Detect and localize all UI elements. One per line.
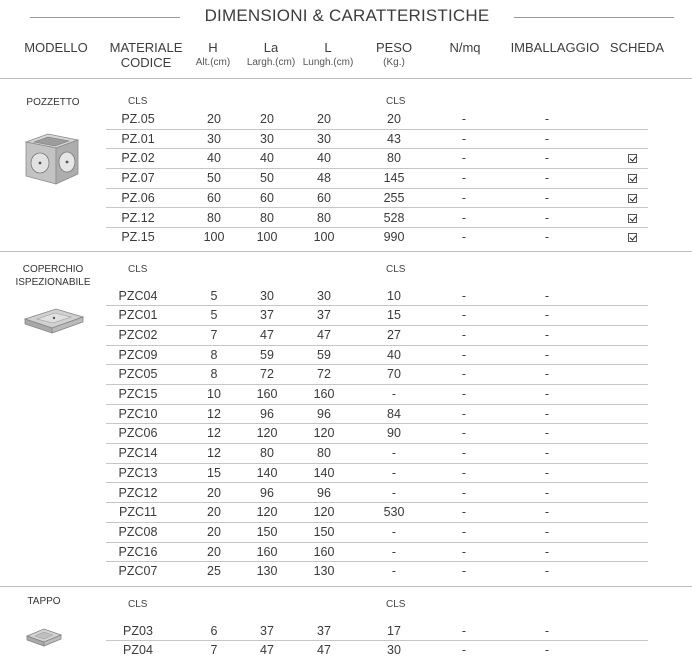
header-la: [244, 40, 298, 70]
scheda-cell[interactable]: [624, 151, 640, 165]
header-materiale: MATERIALE: [109, 40, 183, 55]
imballaggio-cell: -: [544, 485, 550, 500]
l-cell: 48: [317, 171, 331, 186]
peso-cell: 30: [387, 643, 401, 658]
h-cell: 12: [207, 426, 221, 441]
l-cell: 37: [317, 623, 331, 638]
peso-cell: -: [391, 564, 397, 579]
l-cell: 59: [317, 347, 331, 362]
peso-cell: 70: [387, 367, 401, 382]
header-nmq: N/mq: [449, 40, 481, 55]
h-cell: 8: [210, 367, 218, 382]
scheda-cell[interactable]: [624, 191, 640, 205]
h-cell: 20: [207, 485, 221, 500]
table-row: [106, 562, 648, 582]
table-row: [106, 326, 648, 346]
l-cell: 160: [313, 387, 335, 401]
coperchio-lid-icon: [24, 305, 84, 340]
l-cell: 47: [317, 643, 331, 658]
section-label-coperchio-line1: COPERCHIO: [22, 264, 84, 275]
code-cell: PZ.05: [121, 112, 155, 126]
peso-cell: 27: [387, 327, 401, 342]
code-cell: PZ03: [123, 623, 153, 638]
title-line-right: [514, 17, 674, 18]
nmq-cell: -: [461, 426, 467, 441]
l-cell: 37: [317, 308, 331, 323]
peso-cell: 528: [383, 210, 405, 225]
nmq-cell: -: [461, 308, 467, 323]
imballaggio-cell: -: [544, 210, 550, 225]
imballaggio-cell: -: [544, 151, 550, 166]
table-row: [106, 385, 648, 405]
scheda-cell[interactable]: [624, 211, 640, 225]
header-peso-unit: (Kg.): [383, 57, 405, 68]
imballaggio-cell: -: [544, 112, 550, 126]
imballaggio-cell: -: [544, 131, 550, 146]
table-row: [106, 346, 648, 366]
title-bar: [0, 6, 692, 30]
l-cell: 130: [313, 564, 335, 579]
peso-cell: -: [391, 465, 397, 480]
section-label-coperchio-line2: ISPEZIONABILE: [15, 277, 91, 288]
scheda-checkbox[interactable]: [628, 194, 637, 203]
code-cell: PZ.02: [121, 151, 155, 166]
peso-cell: 145: [383, 171, 405, 186]
material-cls-pozzetto: CLS: [128, 96, 148, 107]
h-cell: 40: [207, 151, 221, 166]
imballaggio-cell: -: [544, 564, 550, 579]
header-peso: [372, 40, 416, 70]
l-cell: 30: [317, 288, 331, 303]
nmq-cell: -: [461, 190, 467, 205]
la-cell: 59: [260, 347, 274, 362]
la-cell: 140: [256, 465, 278, 480]
nmq-cell: -: [461, 230, 467, 245]
la-cell: 20: [260, 112, 274, 126]
nmq-cell: -: [461, 485, 467, 500]
h-cell: 80: [207, 210, 221, 225]
imballaggio-cell: -: [544, 643, 550, 658]
la-cell: 50: [260, 171, 274, 186]
nmq-cell: -: [461, 171, 467, 186]
l-cell: 20: [317, 112, 331, 126]
la-cell: 160: [256, 544, 278, 559]
table-row: [106, 641, 648, 661]
table-row: [106, 464, 648, 484]
la-cell: 72: [260, 367, 274, 382]
h-cell: 20: [207, 505, 221, 520]
table-row: [106, 543, 648, 563]
scheda-checkbox[interactable]: [628, 154, 637, 163]
pozzetto-box-icon: [24, 128, 80, 191]
la-cell: 120: [256, 426, 278, 441]
table-row: [106, 149, 648, 169]
h-cell: 12: [207, 406, 221, 421]
h-cell: 20: [207, 524, 221, 539]
code-cell: PZC10: [118, 406, 158, 421]
l-cell: 120: [313, 505, 335, 520]
nmq-cell: -: [461, 623, 467, 638]
peso-cell: 20: [387, 112, 401, 126]
code-cell: PZ04: [123, 643, 153, 658]
table-row: [106, 523, 648, 543]
peso-cell: 90: [387, 426, 401, 441]
table-row: [106, 306, 648, 326]
table-row: [106, 169, 648, 189]
peso-cell: 255: [383, 190, 405, 205]
peso-cell: 43: [387, 131, 401, 146]
header-imballaggio: IMBALLAGGIO: [510, 40, 600, 55]
code-cell: PZC05: [118, 367, 158, 382]
nmq-cell: -: [461, 131, 467, 146]
la-cell: 37: [260, 308, 274, 323]
header-codice: CODICE: [120, 55, 172, 70]
la-cell: 47: [260, 643, 274, 658]
imballaggio-cell: -: [544, 623, 550, 638]
code-cell: PZC04: [118, 288, 158, 303]
la-cell: 47: [260, 327, 274, 342]
code-cell: PZ.06: [121, 190, 155, 205]
code-cell: PZ.15: [121, 230, 155, 245]
code-cell: PZC09: [118, 347, 158, 362]
h-cell: 6: [210, 623, 218, 638]
la-cell: 40: [260, 151, 274, 166]
nmq-cell: -: [461, 151, 467, 166]
h-cell: 7: [210, 643, 218, 658]
l-cell: 40: [317, 151, 331, 166]
table-row: [106, 365, 648, 385]
header-divider: [0, 78, 692, 79]
h-cell: 100: [203, 230, 225, 245]
table-row: [106, 110, 648, 130]
nmq-cell: -: [461, 446, 467, 461]
code-cell: PZC01: [118, 308, 158, 323]
h-cell: 60: [207, 190, 221, 205]
peso-cell: 40: [387, 347, 401, 362]
peso-cell: 530: [383, 505, 405, 520]
nmq-cell: -: [461, 465, 467, 480]
h-cell: 12: [207, 446, 221, 461]
imballaggio-cell: -: [544, 230, 550, 245]
h-cell: 15: [207, 465, 221, 480]
imballaggio-cell: -: [544, 387, 550, 401]
la-cell: 37: [260, 623, 274, 638]
imballaggio-cell: -: [544, 347, 550, 362]
code-cell: PZC13: [118, 465, 158, 480]
header-h-unit: Alt.(cm): [195, 57, 231, 68]
nmq-cell: -: [461, 544, 467, 559]
table-row: [106, 484, 648, 504]
peso-material-cls-pozzetto: CLS: [386, 96, 406, 107]
scheda-checkbox[interactable]: [628, 233, 637, 242]
code-cell: PZC02: [118, 327, 158, 342]
header-peso-label: PESO: [375, 40, 413, 55]
table-row: [106, 503, 648, 523]
nmq-cell: -: [461, 288, 467, 303]
table-row: [106, 622, 648, 642]
l-cell: 80: [317, 446, 331, 461]
table-row: [106, 189, 648, 209]
imballaggio-cell: -: [544, 288, 550, 303]
peso-cell: 84: [387, 406, 401, 421]
h-cell: 50: [207, 171, 221, 186]
imballaggio-cell: -: [544, 327, 550, 342]
table-row: [106, 228, 648, 248]
code-cell: PZC08: [118, 524, 158, 539]
nmq-cell: -: [461, 564, 467, 579]
imballaggio-cell: -: [544, 544, 550, 559]
l-cell: 60: [317, 190, 331, 205]
code-cell: PZC06: [118, 426, 158, 441]
material-cls-tappo: CLS: [128, 599, 148, 610]
code-cell: PZC07: [118, 564, 158, 579]
imballaggio-cell: -: [544, 171, 550, 186]
header-la-unit: Largh.(cm): [246, 57, 296, 68]
table-row: [106, 209, 648, 229]
h-cell: 8: [210, 347, 218, 362]
nmq-cell: -: [461, 406, 467, 421]
imballaggio-cell: -: [544, 524, 550, 539]
imballaggio-cell: -: [544, 505, 550, 520]
nmq-cell: -: [461, 327, 467, 342]
l-cell: 100: [313, 230, 335, 245]
header-la-label: La: [263, 40, 279, 55]
imballaggio-cell: -: [544, 367, 550, 382]
header-modello: MODELLO: [24, 40, 88, 55]
header-l-unit: Lungh.(cm): [302, 57, 354, 68]
code-cell: PZ.07: [121, 171, 155, 186]
nmq-cell: -: [461, 387, 467, 401]
header-h-label: H: [208, 40, 218, 55]
peso-cell: 990: [383, 230, 405, 245]
imballaggio-cell: -: [544, 308, 550, 323]
l-cell: 72: [317, 367, 331, 382]
h-cell: 20: [207, 544, 221, 559]
imballaggio-cell: -: [544, 446, 550, 461]
code-cell: PZ.12: [121, 210, 155, 225]
header-scheda: SCHEDA: [609, 40, 665, 55]
scheda-checkbox[interactable]: [628, 174, 637, 183]
h-cell: 10: [207, 387, 221, 401]
material-cls-coperchio: CLS: [128, 264, 148, 275]
h-cell: 30: [207, 131, 221, 146]
l-cell: 150: [313, 524, 335, 539]
header-h: [193, 40, 233, 70]
code-cell: PZ.01: [121, 131, 155, 146]
peso-cell: 17: [387, 623, 401, 638]
nmq-cell: -: [461, 643, 467, 658]
nmq-cell: -: [461, 524, 467, 539]
h-cell: 25: [207, 564, 221, 579]
peso-cell: -: [391, 524, 397, 539]
code-cell: PZC11: [119, 505, 157, 520]
peso-cell: -: [391, 446, 397, 461]
h-cell: 20: [207, 112, 221, 126]
nmq-cell: -: [461, 112, 467, 126]
l-cell: 30: [317, 131, 331, 146]
la-cell: 30: [260, 288, 274, 303]
l-cell: 80: [317, 210, 331, 225]
imballaggio-cell: -: [544, 406, 550, 421]
la-cell: 160: [256, 387, 278, 401]
peso-cell: 15: [387, 308, 401, 323]
la-cell: 100: [256, 230, 278, 245]
la-cell: 120: [256, 505, 278, 520]
h-cell: 7: [210, 327, 218, 342]
h-cell: 5: [210, 308, 218, 323]
imballaggio-cell: -: [544, 190, 550, 205]
peso-cell: 80: [387, 151, 401, 166]
table-row: [106, 444, 648, 464]
table-row: [106, 287, 648, 307]
code-cell: PZC12: [118, 485, 158, 500]
page-title: DIMENSIONI & CARATTERISTICHE: [204, 6, 490, 25]
nmq-cell: -: [461, 505, 467, 520]
la-cell: 150: [256, 524, 278, 539]
nmq-cell: -: [461, 210, 467, 225]
la-cell: 30: [260, 131, 274, 146]
section-label-tappo: TAPPO: [27, 596, 61, 607]
l-cell: 160: [313, 544, 335, 559]
nmq-cell: -: [461, 367, 467, 382]
header-l: [300, 40, 356, 70]
section-divider: [0, 586, 692, 587]
peso-cell: -: [391, 485, 397, 500]
imballaggio-cell: -: [544, 426, 550, 441]
header-materiale-codice: [108, 40, 184, 70]
la-cell: 96: [260, 485, 274, 500]
table-row: [106, 130, 648, 150]
la-cell: 96: [260, 406, 274, 421]
scheda-cell[interactable]: [624, 171, 640, 185]
section-divider: [0, 251, 692, 252]
l-cell: 47: [317, 327, 331, 342]
l-cell: 96: [317, 406, 331, 421]
scheda-cell[interactable]: [624, 230, 640, 244]
h-cell: 5: [210, 288, 218, 303]
tappo-cap-icon: [26, 626, 62, 653]
table-row: [106, 405, 648, 425]
section-label-pozzetto: POZZETTO: [26, 97, 80, 108]
l-cell: 96: [317, 485, 331, 500]
la-cell: 80: [260, 210, 274, 225]
peso-cell: -: [391, 387, 397, 401]
la-cell: 60: [260, 190, 274, 205]
la-cell: 80: [260, 446, 274, 461]
title-line-left: [30, 17, 180, 18]
table-row: [106, 424, 648, 444]
peso-material-cls-tappo: CLS: [386, 599, 406, 610]
peso-cell: 10: [387, 288, 401, 303]
l-cell: 140: [313, 465, 335, 480]
imballaggio-cell: -: [544, 465, 550, 480]
code-cell: PZC16: [118, 544, 158, 559]
l-cell: 120: [313, 426, 335, 441]
nmq-cell: -: [461, 347, 467, 362]
code-cell: PZC15: [118, 387, 158, 401]
header-l-label: L: [324, 40, 332, 55]
peso-material-cls-coperchio: CLS: [386, 264, 406, 275]
code-cell: PZC14: [118, 446, 158, 461]
peso-cell: -: [391, 544, 397, 559]
scheda-checkbox[interactable]: [628, 214, 637, 223]
la-cell: 130: [256, 564, 278, 579]
section-label-coperchio: [0, 263, 106, 289]
